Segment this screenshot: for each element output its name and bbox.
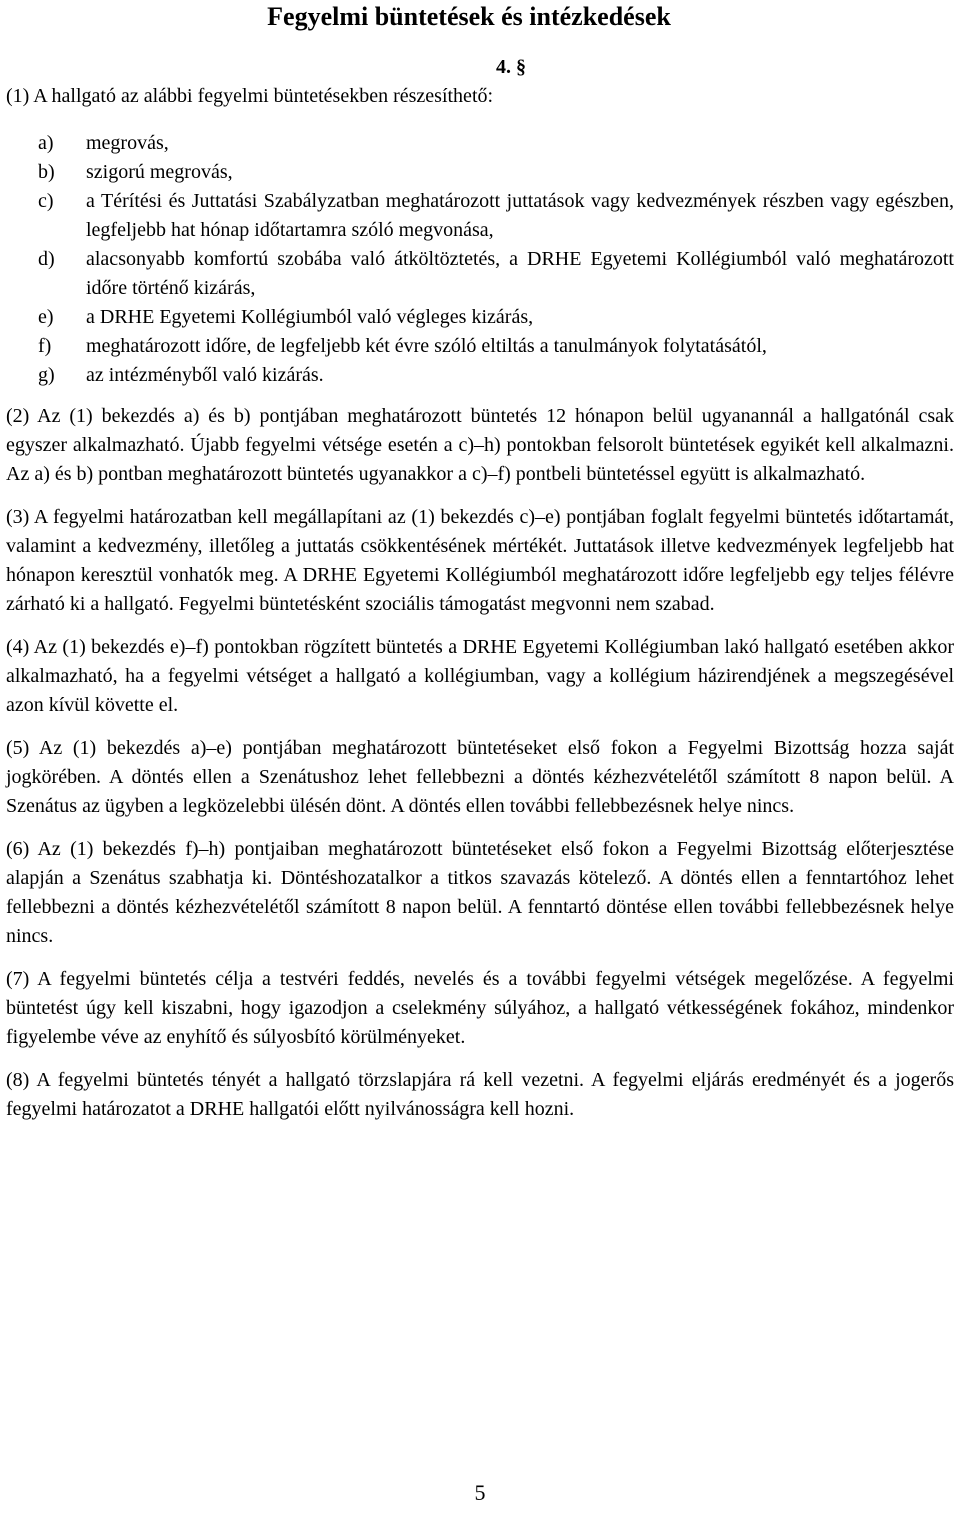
list-item-text: meghatározott időre, de legfeljebb két évre szóló eltiltás a tanulmányok folytatásától, [86, 335, 767, 357]
paragraph-7: (7) A fegyelmi büntetés célja a testvéri feddés, nevelés és a további fegyelmi vétségek megelőzése. A fegyelmi büntetést úgy kell kiszabni, hogy igazodjon a cselekmény súlyához, a hallgató vétkességének fokához, mindenkor figyelembe véve az enyhítő és súlyosbító körülményeket. [6, 968, 954, 1048]
list-marker: f) [38, 335, 52, 357]
list-item [38, 187, 954, 245]
list-item-text: a Térítési és Juttatási Szabályzatban meghatározott juttatások vagy kedvezmények részben vagy egészben, legfeljebb hat hónap időtartamra szóló megvonása, [86, 190, 954, 241]
penalty-list [6, 129, 954, 390]
list-item-text: alacsonyabb komfortú szobába való átköltöztetés, a DRHE Egyetemi Kollégiumból való meghatározott időre történő kizárás, [86, 248, 954, 299]
paragraph-4: (4) Az (1) bekezdés e)–f) pontokban rögzített büntetés a DRHE Egyetemi Kollégiumban lakó hallgató esetében akkor alkalmazható, ha a fegyelmi vétséget a hallgató a kollégiumban, vagy a kollégium házirendjének a megszegésével azon kívül követte el. [6, 636, 954, 716]
list-item-text: megrovás, [86, 132, 169, 154]
list-item [38, 303, 954, 332]
list-marker: c) [38, 190, 54, 212]
list-marker: b) [38, 161, 55, 183]
paragraph-3: (3) A fegyelmi határozatban kell megállapítani az (1) bekezdés c)–e) pontjában foglalt fegyelmi büntetés időtartamát, valamint a kedvezmény, illetőleg a juttatás csökkentésének mértékét. Juttatások illetve kedvezmények legfeljebb hat hónapon keresztül vonhatók meg. A DRHE Egyetemi Kollégiumból meghatározott időre legfeljebb egy teljes félévre zárható ki a hallgató. Fegyelmi büntetésként szociális támogatást megvonni nem szabad. [6, 506, 954, 615]
list-item [38, 361, 954, 390]
list-marker: a) [38, 132, 54, 154]
list-marker: g) [38, 364, 55, 386]
list-marker: d) [38, 248, 55, 270]
list-item [38, 245, 954, 303]
list-item [38, 158, 954, 187]
list-item [38, 332, 954, 361]
list-marker: e) [38, 306, 54, 328]
list-item [38, 129, 954, 158]
list-item-text: szigorú megrovás, [86, 161, 233, 183]
paragraph-5: (5) Az (1) bekezdés a)–e) pontjában meghatározott büntetéseket első fokon a Fegyelmi Bizottság hozza saját jogkörében. A döntés ellen a Szenátushoz lehet fellebbezni a döntés kézhezvételétől számított 8 napon belül. A Szenátus az ügyben a legközelebbi ülésén dönt. A döntés ellen további fellebbezésnek helye nincs. [6, 737, 954, 817]
intro-paragraph: (1) A hallgató az alábbi fegyelmi büntetésekben részesíthető: [6, 85, 494, 107]
page-number: 5 [474, 1480, 486, 1505]
paragraph-6: (6) Az (1) bekezdés f)–h) pontjaiban meghatározott büntetéseket első fokon a Fegyelmi Bizottság előterjesztése alapján a Szenátus szabhatja ki. Döntéshozatalkor a titkos szavazás kötelező. A döntés ellen a fenntartóhoz lehet fellebbezni a döntés kézhezvételétől számított 8 napon belül. A fenntartó döntése ellen további fellebbezésnek helye nincs. [6, 838, 954, 947]
paragraph-2: (2) Az (1) bekezdés a) és b) pontjában meghatározott büntetés 12 hónapon belül ugyanannál a hallgatónál csak egyszer alkalmazható. Újabb fegyelmi vétsége esetén a c)–h) pontokban felsorolt büntetések egyikét kell alkalmazni. Az a) és b) pontban meghatározott büntetés ugyanakkor a c)–f) pontbeli büntetéssel együtt is alkalmazható. [6, 405, 954, 485]
list-item-text: az intézményből való kizárás. [86, 364, 324, 386]
paragraph-8: (8) A fegyelmi büntetés tényét a hallgató törzslapjára rá kell vezetni. A fegyelmi eljárás eredményét és a jogerős fegyelmi határozatot a DRHE hallgatói előtt nyilvánosságra kell hozni. [6, 1069, 954, 1120]
list-item-text: a DRHE Egyetemi Kollégiumból való végleges kizárás, [86, 306, 534, 328]
section-number: 4. § [496, 56, 526, 78]
page-title: Fegyelmi büntetések és intézkedések [267, 2, 671, 31]
